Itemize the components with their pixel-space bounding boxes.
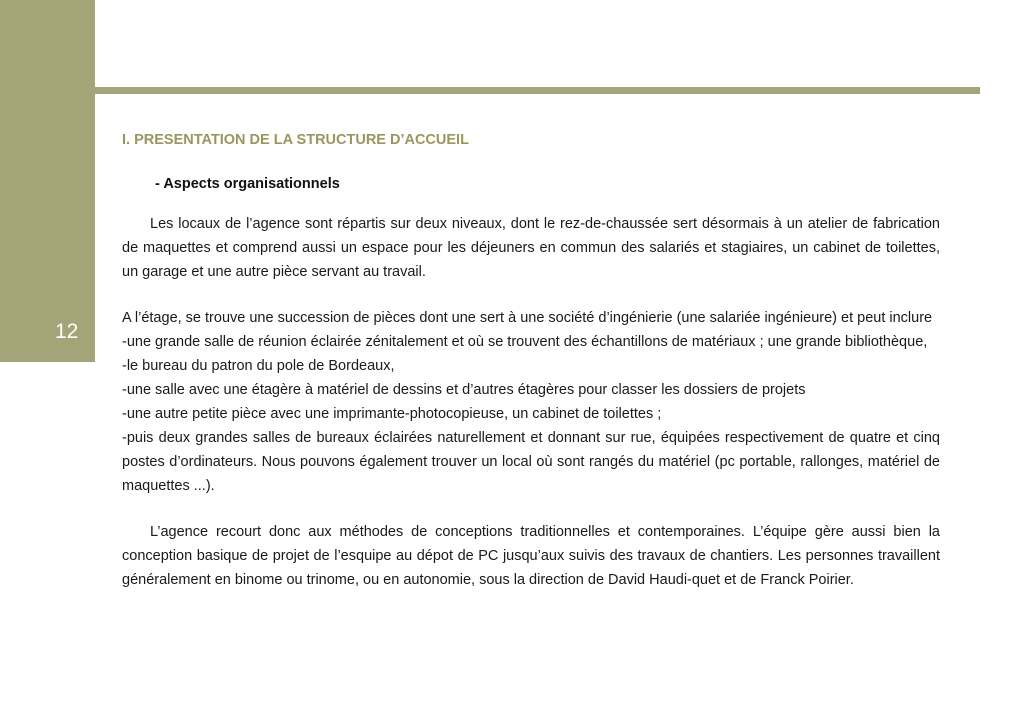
list-item: -une autre petite pièce avec une imprimante-photocopieuse, un cabinet de toilettes ; <box>122 406 662 422</box>
paragraph-methods: L’agence recourt donc aux méthodes de conceptions traditionnelles et contemporaines. L’équipe gère aussi bien la conception basique de projet de l’esquipe au dépot de PC jusqu’aux suivis des travaux de chantiers. Les personnes travaillent généralement en binome ou trinome, ou en autonomie, sous la direction de David Haudi-quet et de Franck Poirier. <box>122 524 940 588</box>
section-title: I. PRESENTATION DE LA STRUCTURE D’ACCUEIL <box>122 132 469 148</box>
page-number: 12 <box>55 320 79 343</box>
list-item: -puis deux grandes salles de bureaux éclairées naturellement et donnant sur rue, équipées respectivement de quatre et cinq postes d’ordinateurs. Nous pouvons également trouver un local où sont rangés du matériel (pc portable, rallonges, matériel de maquettes ...). <box>122 430 940 494</box>
paragraph-intro: A l’étage, se trouve une succession de pièces dont une sert à une société d’ingénierie (une salariée ingénieure) et peut inclure <box>122 310 933 326</box>
header-rule <box>95 87 980 94</box>
list-item: -une grande salle de réunion éclairée zénitalement et où se trouvent des échantillons de matériaux ; une grande bibliothèque, <box>122 334 928 350</box>
side-color-band <box>0 0 95 362</box>
page-content <box>122 120 940 592</box>
paragraph-upper-floor <box>122 306 940 498</box>
list-item: -une salle avec une étagère à matériel de dessins et d’autres étagères pour classer les dossiers de projets <box>122 382 806 398</box>
paragraph-ground-floor: Les locaux de l’agence sont répartis sur deux niveaux, dont le rez-de-chaussée sert désormais à un atelier de fabrication de maquettes et comprend aussi un espace pour les déjeuners en commun des salariés et stagiaires, un cabinet de toilettes, un garage et une autre pièce servant au travail. <box>122 216 940 280</box>
list-item: -le bureau du patron du pole de Bordeaux, <box>122 358 395 374</box>
subheading: - Aspects organisationnels <box>155 176 340 192</box>
